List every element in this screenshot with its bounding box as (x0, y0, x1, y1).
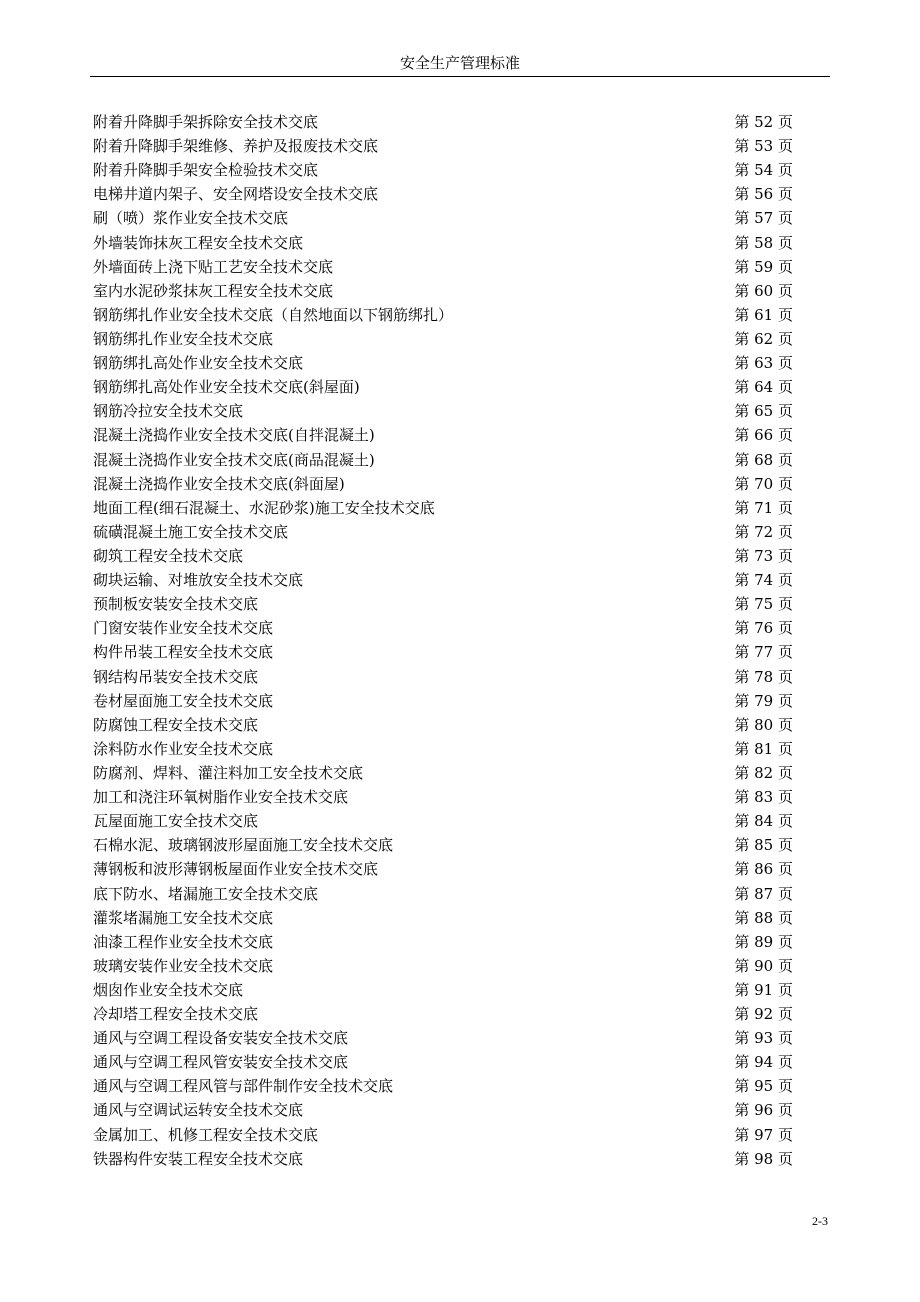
toc-entry-page: 第 68 页 (734, 450, 793, 469)
toc-row (93, 785, 793, 809)
table-of-contents (93, 110, 793, 1171)
toc-entry-title: 烟囱作业安全技术交底 (93, 980, 244, 999)
toc-row (93, 303, 793, 327)
toc-entry-page: 第 79 页 (734, 691, 793, 710)
toc-entry-page: 第 83 页 (734, 788, 793, 807)
toc-entry-page: 第 98 页 (734, 1149, 793, 1168)
toc-row (93, 737, 793, 761)
toc-row (93, 182, 793, 206)
toc-entry-title: 薄钢板和波形薄钢板屋面作业安全技术交底 (93, 860, 379, 879)
toc-entry-page: 第 52 页 (734, 113, 793, 131)
toc-row (93, 110, 793, 134)
toc-row (93, 231, 793, 255)
toc-entry-page: 第 80 页 (734, 715, 793, 734)
toc-entry-title: 混凝土浇捣作业安全技术交底(斜面屋) (93, 474, 345, 493)
toc-row (93, 1074, 793, 1098)
toc-entry-page: 第 88 页 (734, 908, 793, 927)
toc-row (93, 255, 793, 279)
toc-entry-title: 加工和浇注环氧树脂作业安全技术交底 (93, 788, 349, 807)
toc-row (93, 713, 793, 737)
toc-entry-page: 第 94 页 (734, 1053, 793, 1072)
toc-entry-title: 玻璃安装作业安全技术交底 (93, 956, 274, 975)
toc-entry-page: 第 73 页 (734, 546, 793, 565)
toc-entry-title: 预制板安装安全技术交底 (93, 595, 259, 614)
toc-row (93, 1123, 793, 1147)
toc-entry-page: 第 57 页 (734, 209, 793, 228)
toc-entry-title: 涂料防水作业安全技术交底 (93, 739, 274, 758)
toc-entry-page: 第 82 页 (734, 763, 793, 782)
toc-entry-page: 第 92 页 (734, 1005, 793, 1024)
toc-entry-page: 第 86 页 (734, 860, 793, 879)
page-header: 安全生产管理标准 (399, 54, 520, 72)
toc-entry-title: 砌块运输、对堆放安全技术交底 (93, 571, 304, 590)
toc-entry-title: 地面工程(细石混凝土、水泥砂浆)施工安全技术交底 (93, 498, 435, 517)
toc-row (93, 399, 793, 423)
toc-row (93, 954, 793, 978)
toc-entry-title: 砌筑工程安全技术交底 (93, 546, 244, 565)
toc-row (93, 640, 793, 664)
toc-entry-title: 钢筋冷拉安全技术交底 (93, 402, 244, 421)
toc-row (93, 592, 793, 616)
toc-row (93, 665, 793, 689)
toc-row (93, 689, 793, 713)
toc-entry-title: 油漆工程作业安全技术交底 (93, 932, 274, 951)
toc-entry-title: 钢筋绑扎作业安全技术交底 (93, 329, 274, 348)
toc-entry-page: 第 65 页 (734, 402, 793, 421)
toc-entry-page: 第 59 页 (734, 257, 793, 276)
toc-row (93, 351, 793, 375)
toc-entry-title: 钢筋绑扎高处作业安全技术交底(斜屋面) (93, 378, 360, 397)
toc-entry-page: 第 87 页 (734, 884, 793, 903)
toc-row (93, 568, 793, 592)
page-number: 2-3 (812, 1214, 828, 1228)
toc-row (93, 206, 793, 230)
toc-row (93, 520, 793, 544)
toc-row (93, 809, 793, 833)
toc-row (93, 1050, 793, 1074)
toc-entry-title: 金属加工、机修工程安全技术交底 (93, 1125, 319, 1144)
toc-row (93, 496, 793, 520)
toc-entry-page: 第 91 页 (734, 980, 793, 999)
toc-row (93, 134, 793, 158)
toc-entry-title: 通风与空调工程设备安装安全技术交底 (93, 1029, 349, 1048)
toc-entry-title: 混凝土浇捣作业安全技术交底(商品混凝土) (93, 450, 375, 469)
toc-entry-title: 通风与空调工程风管与部件制作安全技术交底 (93, 1077, 394, 1096)
toc-entry-page: 第 63 页 (734, 354, 793, 373)
toc-entry-page: 第 95 页 (734, 1077, 793, 1096)
header-divider (90, 76, 830, 77)
toc-entry-title: 底下防水、堵漏施工安全技术交底 (93, 884, 319, 903)
toc-entry-page: 第 71 页 (734, 498, 793, 517)
toc-row (93, 761, 793, 785)
toc-row (93, 158, 793, 182)
toc-row (93, 882, 793, 906)
toc-entry-page: 第 62 页 (734, 329, 793, 348)
toc-entry-page: 第 78 页 (734, 667, 793, 686)
toc-entry-title: 冷却塔工程安全技术交底 (93, 1005, 259, 1024)
toc-row (93, 279, 793, 303)
toc-entry-title: 附着升降脚手架安全检验技术交底 (93, 161, 319, 180)
toc-row (93, 833, 793, 857)
toc-row (93, 1026, 793, 1050)
toc-entry-page: 第 72 页 (734, 522, 793, 541)
toc-entry-title: 硫磺混凝土施工安全技术交底 (93, 522, 289, 541)
toc-entry-page: 第 77 页 (734, 643, 793, 662)
toc-entry-title: 铁器构件安装工程安全技术交底 (93, 1149, 304, 1168)
toc-entry-title: 附着升降脚手架拆除安全技术交底 (93, 113, 319, 131)
toc-entry-page: 第 90 页 (734, 956, 793, 975)
toc-entry-title: 瓦屋面施工安全技术交底 (93, 812, 259, 831)
toc-entry-page: 第 60 页 (734, 281, 793, 300)
toc-entry-title: 防腐蚀工程安全技术交底 (93, 715, 259, 734)
toc-row (93, 1147, 793, 1171)
toc-row (93, 472, 793, 496)
toc-entry-title: 附着升降脚手架维修、养护及报废技术交底 (93, 137, 379, 156)
toc-entry-title: 卷材屋面施工安全技术交底 (93, 691, 274, 710)
toc-entry-page: 第 56 页 (734, 185, 793, 204)
toc-row (93, 448, 793, 472)
toc-entry-page: 第 58 页 (734, 233, 793, 252)
toc-entry-page: 第 54 页 (734, 161, 793, 180)
toc-entry-page: 第 75 页 (734, 595, 793, 614)
toc-entry-title: 石棉水泥、玻璃钢波形屋面施工安全技术交底 (93, 836, 394, 855)
toc-entry-page: 第 96 页 (734, 1101, 793, 1120)
toc-row (93, 616, 793, 640)
toc-row (93, 978, 793, 1002)
toc-entry-title: 室内水泥砂浆抹灰工程安全技术交底 (93, 281, 334, 300)
toc-entry-title: 混凝土浇捣作业安全技术交底(自拌混凝土) (93, 426, 375, 445)
toc-entry-title: 通风与空调工程风管安装安全技术交底 (93, 1053, 349, 1072)
toc-entry-page: 第 85 页 (734, 836, 793, 855)
toc-entry-page: 第 74 页 (734, 571, 793, 590)
toc-row (93, 930, 793, 954)
toc-row (93, 906, 793, 930)
toc-entry-title: 钢筋绑扎高处作业安全技术交底 (93, 354, 304, 373)
toc-row (93, 544, 793, 568)
toc-entry-page: 第 84 页 (734, 812, 793, 831)
toc-entry-title: 外墙面砖上浇下贴工艺安全技术交底 (93, 257, 334, 276)
toc-entry-page: 第 89 页 (734, 932, 793, 951)
toc-entry-title: 门窗安装作业安全技术交底 (93, 619, 274, 638)
toc-entry-title: 通风与空调试运转安全技术交底 (93, 1101, 304, 1120)
toc-row (93, 857, 793, 881)
toc-row (93, 1002, 793, 1026)
toc-entry-page: 第 97 页 (734, 1125, 793, 1144)
toc-entry-title: 构件吊装工程安全技术交底 (93, 643, 274, 662)
toc-entry-page: 第 93 页 (734, 1029, 793, 1048)
toc-row (93, 375, 793, 399)
toc-entry-title: 电梯井道内架子、安全网塔设安全技术交底 (93, 185, 379, 204)
toc-entry-title: 刷（喷）浆作业安全技术交底 (93, 209, 289, 228)
toc-entry-page: 第 53 页 (734, 137, 793, 156)
toc-row (93, 327, 793, 351)
toc-entry-page: 第 61 页 (734, 305, 793, 324)
toc-entry-title: 灌浆堵漏施工安全技术交底 (93, 908, 274, 927)
toc-row (93, 423, 793, 447)
toc-entry-page: 第 76 页 (734, 619, 793, 638)
toc-entry-page: 第 66 页 (734, 426, 793, 445)
toc-entry-page: 第 70 页 (734, 474, 793, 493)
toc-row (93, 1098, 793, 1122)
toc-entry-title: 防腐剂、焊料、灌注料加工安全技术交底 (93, 763, 364, 782)
toc-entry-title: 钢筋绑扎作业安全技术交底（自然地面以下钢筋绑扎） (93, 305, 454, 324)
toc-entry-page: 第 81 页 (734, 739, 793, 758)
toc-entry-title: 钢结构吊装安全技术交底 (93, 667, 259, 686)
toc-entry-title: 外墙装饰抹灰工程安全技术交底 (93, 233, 304, 252)
toc-entry-page: 第 64 页 (734, 378, 793, 397)
